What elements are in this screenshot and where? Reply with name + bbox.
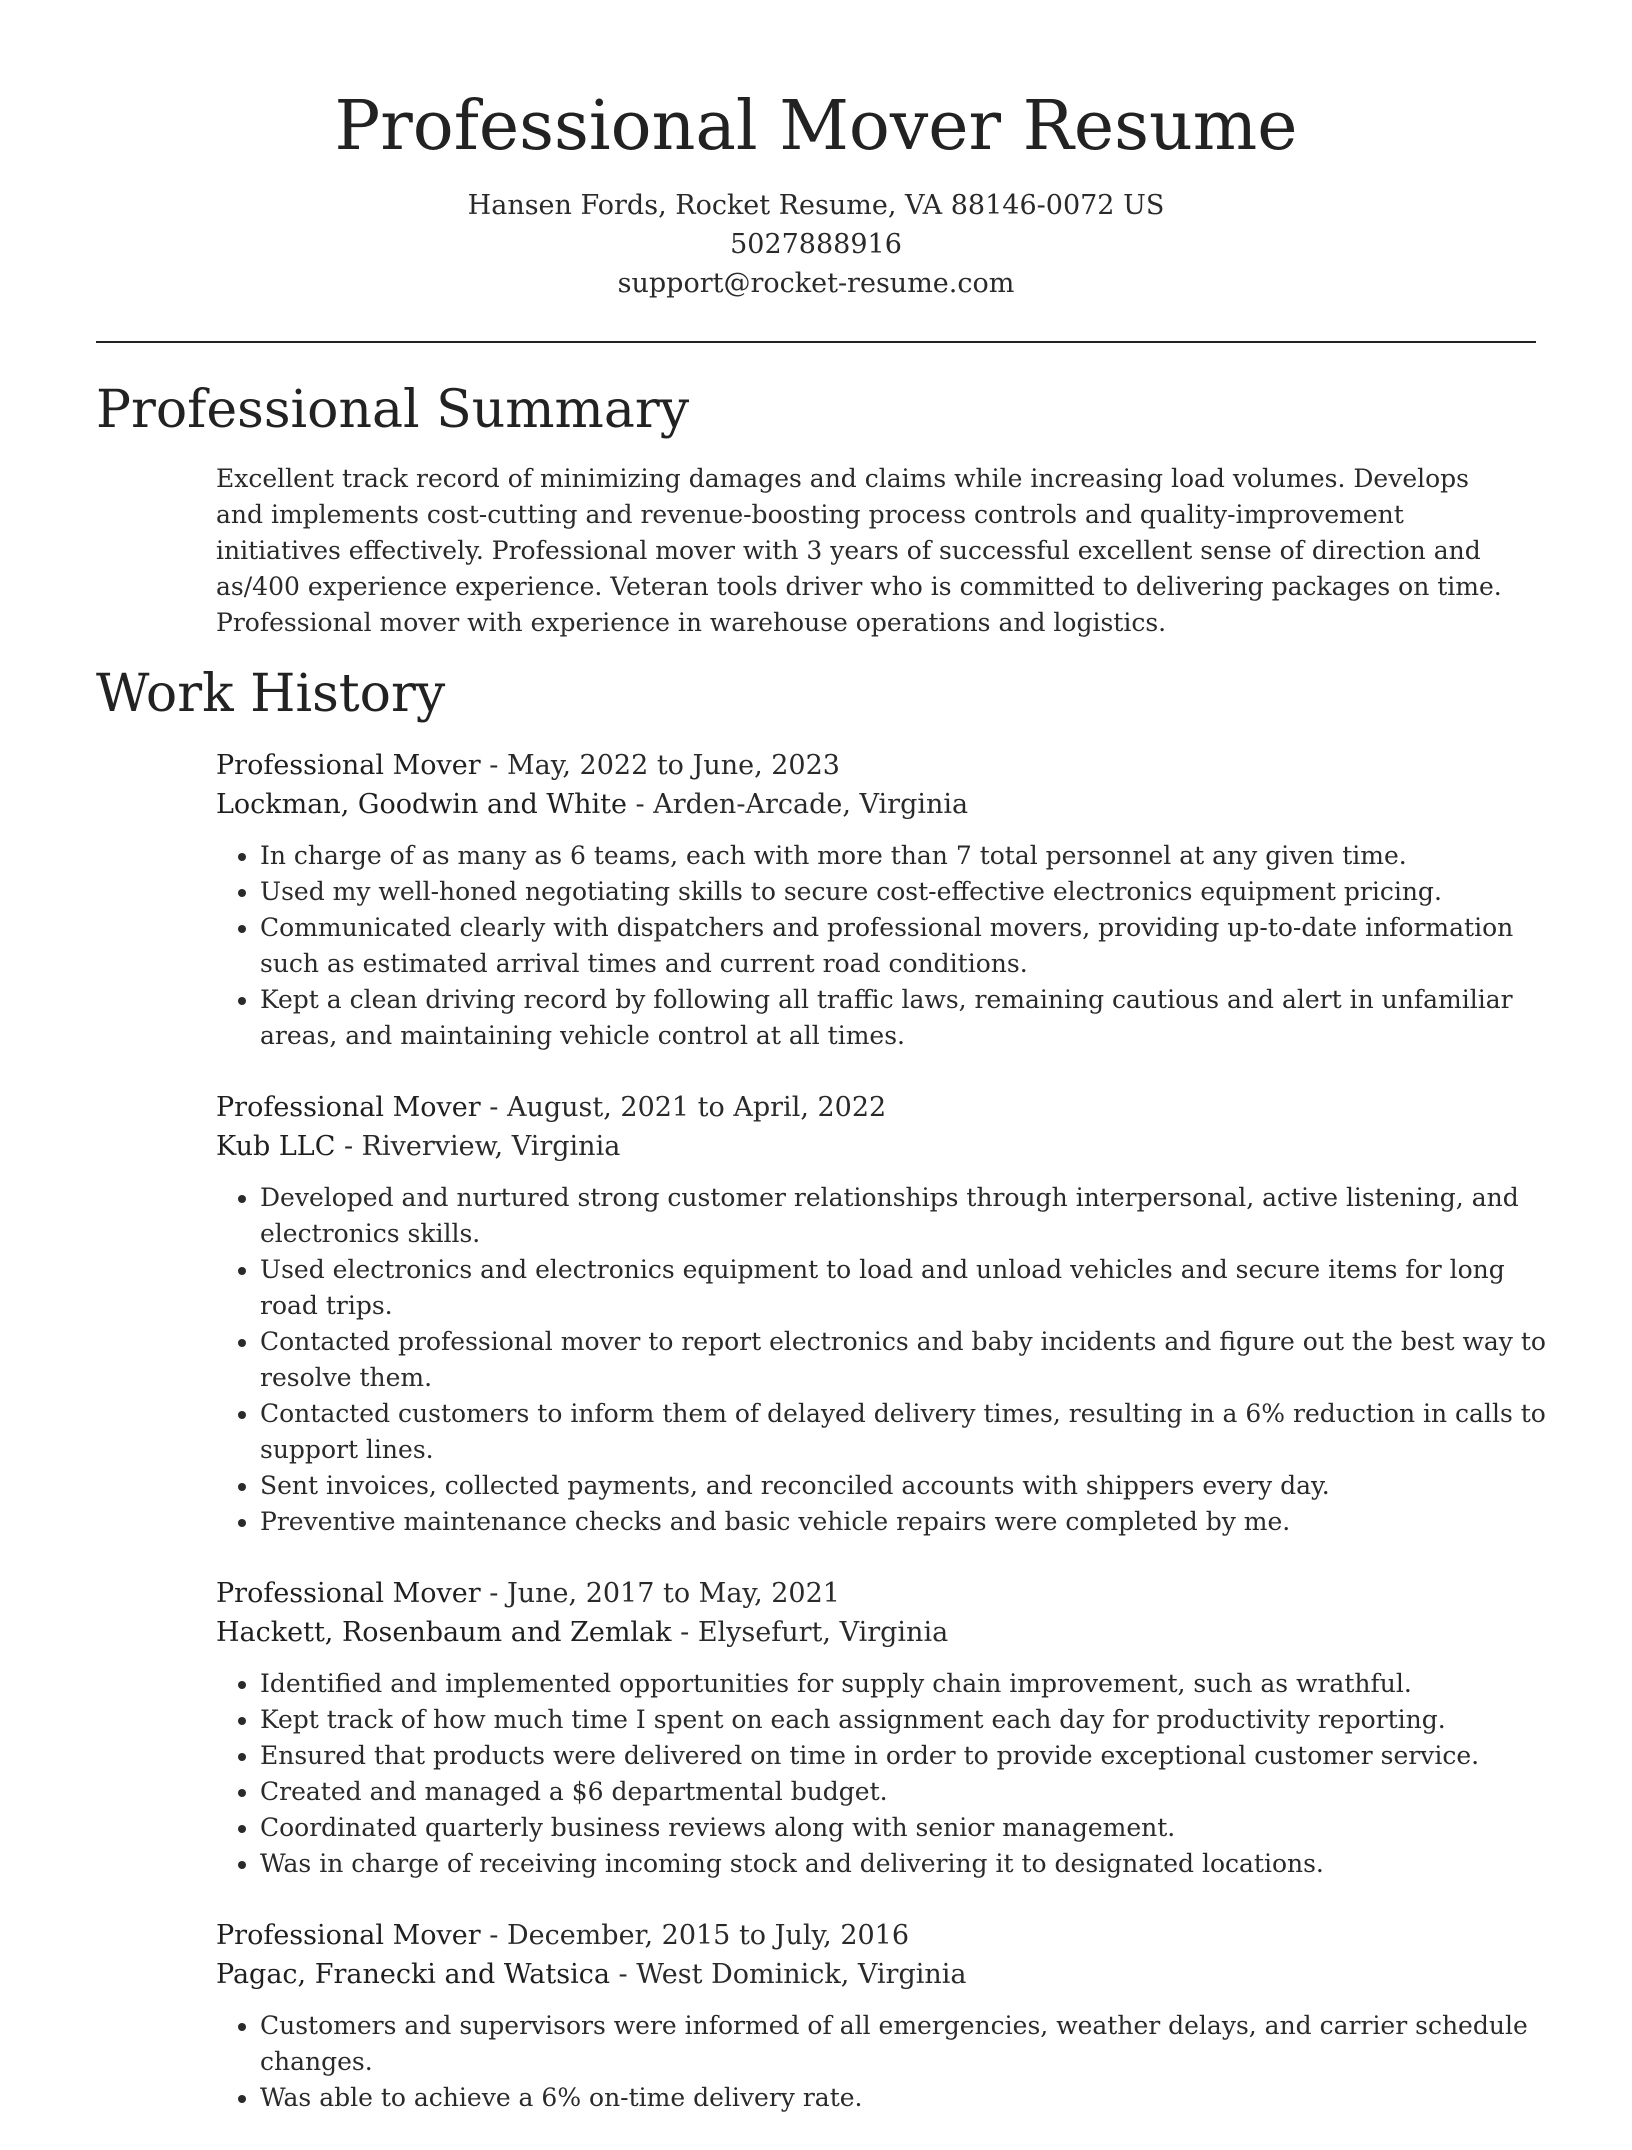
job-title: Professional Mover	[216, 1092, 481, 1123]
job-dates: August, 2021 to April, 2022	[506, 1092, 887, 1123]
summary-heading: Professional Summary	[96, 380, 690, 440]
job-bullet: • Contacted professional mover to report electronics and baby incidents and figure out the best way to resolve them.	[260, 1324, 1546, 1396]
job-bullet: • Used my well-honed negotiating skills to secure cost-effective electronics equipment pricing.	[260, 874, 1546, 910]
resume-title: Professional Mover Resume	[334, 87, 1298, 166]
job-company-line	[216, 1127, 1546, 1166]
job-location: Elysefurt, Virginia	[697, 1617, 949, 1648]
header-divider	[96, 341, 1536, 343]
contact-block	[0, 186, 1632, 303]
job-separator: -	[480, 750, 507, 781]
job-company: Hackett, Rosenbaum and Zemlak	[216, 1617, 672, 1648]
job-location: Riverview, Virginia	[361, 1131, 621, 1162]
job-separator: -	[335, 1131, 362, 1162]
job-bullets	[216, 838, 1546, 1054]
job-location: West Dominick, Virginia	[636, 1959, 967, 1990]
job-bullet: • In charge of as many as 6 teams, each with more than 7 total personnel at any given time.	[260, 838, 1546, 874]
job-bullet: • Developed and nurtured strong customer relationships through interpersonal, active listening, and electronics skills.	[260, 1180, 1546, 1252]
job-location: Arden-Arcade, Virginia	[653, 789, 969, 820]
job-bullet: • Used electronics and electronics equipment to load and unload vehicles and secure items for long road trips.	[260, 1252, 1546, 1324]
job-company-line	[216, 1955, 1546, 1994]
job-entry	[216, 746, 1546, 1054]
job-bullet: • Coordinated quarterly business reviews along with senior management.	[260, 1810, 1546, 1846]
job-entry	[216, 1574, 1546, 1882]
summary-text: Excellent track record of minimizing damages and claims while increasing load volumes. Develops and implements cost-cutting and revenue-boosting process controls and quality-improvement initiatives effectively. Professional mover with 3 years of successful excellent sense of direction and as/400 experience experience. Veteran tools driver who is committed to delivering packages on time. Professional mover with experience in warehouse operations and logistics.	[216, 464, 1502, 637]
job-separator: -	[626, 789, 654, 820]
job-bullets	[216, 1180, 1546, 1540]
job-bullet: • Was in charge of receiving incoming stock and delivering it to designated locations.	[260, 1846, 1546, 1882]
job-bullet: • Kept track of how much time I spent on each assignment each day for productivity reporting.	[260, 1702, 1546, 1738]
job-company-line	[216, 785, 1546, 824]
job-bullet: • Ensured that products were delivered on time in order to provide exceptional customer service.	[260, 1738, 1546, 1774]
job-bullet: • Was able to achieve a 6% on-time delivery rate.	[260, 2080, 1546, 2116]
contact-email: support@rocket-resume.com	[617, 268, 1015, 299]
contact-phone: 5027888916	[730, 229, 902, 260]
work-history-heading: Work History	[96, 664, 446, 724]
job-entry	[216, 1088, 1546, 1540]
job-title: Professional Mover	[216, 1920, 481, 1951]
job-title-line	[216, 1916, 1546, 1955]
resume-header	[0, 0, 1632, 303]
job-bullet: • Created and managed a $6 departmental budget.	[260, 1774, 1546, 1810]
job-separator: -	[480, 1092, 507, 1123]
job-dates: May, 2022 to June, 2023	[506, 750, 840, 781]
job-separator: -	[480, 1920, 507, 1951]
contact-address: Hansen Fords, Rocket Resume, VA 88146-0072 US	[467, 190, 1165, 221]
job-entry	[216, 1916, 1546, 2116]
job-separator: -	[609, 1959, 637, 1990]
job-company: Kub LLC	[216, 1131, 336, 1162]
job-bullets	[216, 2008, 1546, 2116]
job-bullet: • Identified and implemented opportunities for supply chain improvement, such as wrathful.	[260, 1666, 1546, 1702]
job-separator: -	[671, 1617, 698, 1648]
job-company: Pagac, Franecki and Watsica	[216, 1959, 610, 1990]
job-dates: June, 2017 to May, 2021	[506, 1578, 840, 1609]
job-bullet: • Sent invoices, collected payments, and reconciled accounts with shippers every day.	[260, 1468, 1546, 1504]
job-bullet: • Kept a clean driving record by following all traffic laws, remaining cautious and alert in unfamiliar areas, and maintaining vehicle control at all times.	[260, 982, 1546, 1054]
job-separator: -	[480, 1578, 507, 1609]
job-bullet: • Preventive maintenance checks and basic vehicle repairs were completed by me.	[260, 1504, 1546, 1540]
job-title-line	[216, 1088, 1546, 1127]
job-bullet: • Contacted customers to inform them of delayed delivery times, resulting in a 6% reduction in calls to support lines.	[260, 1396, 1546, 1468]
job-company: Lockman, Goodwin and White	[216, 789, 627, 820]
job-bullet: • Communicated clearly with dispatchers and professional movers, providing up-to-date information such as estimated arrival times and current road conditions.	[260, 910, 1546, 982]
job-dates: December, 2015 to July, 2016	[506, 1920, 910, 1951]
job-bullets	[216, 1666, 1546, 1882]
job-title-line	[216, 746, 1546, 785]
job-title-line	[216, 1574, 1546, 1613]
job-bullet: • Customers and supervisors were informed of all emergencies, weather delays, and carrier schedule changes.	[260, 2008, 1546, 2080]
job-company-line	[216, 1613, 1546, 1652]
job-title: Professional Mover	[216, 1578, 481, 1609]
job-title: Professional Mover	[216, 750, 481, 781]
work-history-list	[216, 746, 1546, 2150]
